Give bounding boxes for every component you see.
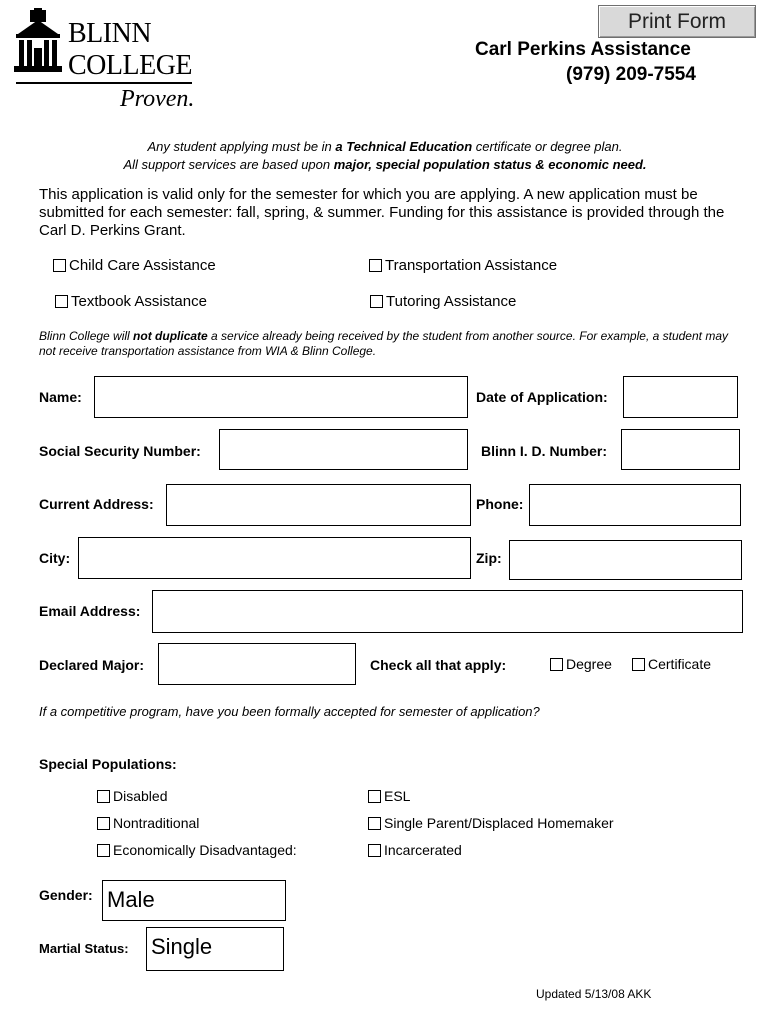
sp-esl[interactable]: ESL xyxy=(368,788,410,804)
sp-nontraditional[interactable]: Nontraditional xyxy=(97,815,199,831)
checkbox[interactable] xyxy=(368,790,381,803)
form-title: Carl Perkins Assistance xyxy=(475,39,691,60)
logo-tagline: Proven. xyxy=(120,86,195,112)
check-all-label: Check all that apply: xyxy=(370,657,507,673)
duplicate-note: Blinn College will not duplicate a service already being received by the student from another source. For example, a student may not receive transportation assistance from WIA & Blinn College. xyxy=(39,329,728,358)
checkbox[interactable] xyxy=(370,295,383,308)
special-populations-label: Special Populations: xyxy=(39,756,177,772)
gender-label: Gender: xyxy=(39,887,93,903)
service-textbook[interactable]: Textbook Assistance xyxy=(55,293,207,310)
major-field[interactable] xyxy=(158,643,356,685)
phone-label: Phone: xyxy=(476,496,524,512)
checkbox[interactable] xyxy=(368,817,381,830)
competitive-question: If a competitive program, have you been formally accepted for semester of application? xyxy=(39,704,540,719)
zip-label: Zip: xyxy=(476,550,502,566)
building-icon xyxy=(14,8,62,80)
intro-line-2: All support services are based upon major, special population status & economic need. xyxy=(123,157,647,172)
print-form-button[interactable]: Print Form xyxy=(598,5,756,38)
footer-updated: Updated 5/13/08 AKK xyxy=(536,987,652,1001)
contact-phone: (979) 209-7554 xyxy=(566,64,696,85)
validity-paragraph: This application is valid only for the semester for which you are applying. A new application must be submitted for each semester: fall, spring, & summer. Funding for this assistance is provided through the Carl D. Perkins Grant. xyxy=(39,186,725,239)
logo-text-college: COLLEGE xyxy=(68,50,193,81)
checkbox[interactable] xyxy=(368,844,381,857)
checkbox[interactable] xyxy=(632,658,645,671)
email-label: Email Address: xyxy=(39,603,141,619)
certificate-option[interactable]: Certificate xyxy=(632,656,711,672)
name-field[interactable] xyxy=(94,376,468,418)
address-field[interactable] xyxy=(166,484,471,526)
email-field[interactable] xyxy=(152,590,743,633)
major-label: Declared Major: xyxy=(39,657,145,673)
intro-line-1: Any student applying must be in a Technical Education certificate or degree plan. xyxy=(147,139,623,154)
sp-disabled[interactable]: Disabled xyxy=(97,788,167,804)
city-field[interactable] xyxy=(78,537,471,579)
date-label: Date of Application: xyxy=(476,389,608,405)
checkbox[interactable] xyxy=(53,259,66,272)
marital-field[interactable] xyxy=(146,927,284,971)
phone-field[interactable] xyxy=(529,484,741,526)
zip-field[interactable] xyxy=(509,540,742,580)
blinn-college-logo xyxy=(14,8,194,114)
service-childcare[interactable]: Child Care Assistance xyxy=(53,257,216,274)
service-tutoring[interactable]: Tutoring Assistance xyxy=(370,293,516,310)
degree-option[interactable]: Degree xyxy=(550,656,612,672)
checkbox[interactable] xyxy=(97,844,110,857)
ssn-label: Social Security Number: xyxy=(39,443,201,459)
gender-value: Male xyxy=(107,887,155,912)
marital-value: Single xyxy=(151,934,213,959)
gender-field[interactable] xyxy=(102,880,286,921)
logo-divider xyxy=(16,82,192,84)
address-label: Current Address: xyxy=(39,496,154,512)
checkbox[interactable] xyxy=(55,295,68,308)
checkbox[interactable] xyxy=(97,790,110,803)
marital-label: Martial Status: xyxy=(39,941,129,956)
sp-single-parent[interactable]: Single Parent/Displaced Homemaker xyxy=(368,815,614,831)
date-field[interactable] xyxy=(623,376,738,418)
name-label: Name: xyxy=(39,389,82,405)
logo-text-blinn: BLINN xyxy=(68,18,152,49)
checkbox[interactable] xyxy=(550,658,563,671)
service-transportation[interactable]: Transportation Assistance xyxy=(369,257,557,274)
sp-incarcerated[interactable]: Incarcerated xyxy=(368,842,462,858)
checkbox[interactable] xyxy=(369,259,382,272)
ssn-field[interactable] xyxy=(219,429,468,470)
city-label: City: xyxy=(39,550,71,566)
blinn-id-label: Blinn I. D. Number: xyxy=(481,443,607,459)
blinn-id-field[interactable] xyxy=(621,429,740,470)
sp-economically-disadvantaged[interactable]: Economically Disadvantaged: xyxy=(97,842,297,858)
checkbox[interactable] xyxy=(97,817,110,830)
